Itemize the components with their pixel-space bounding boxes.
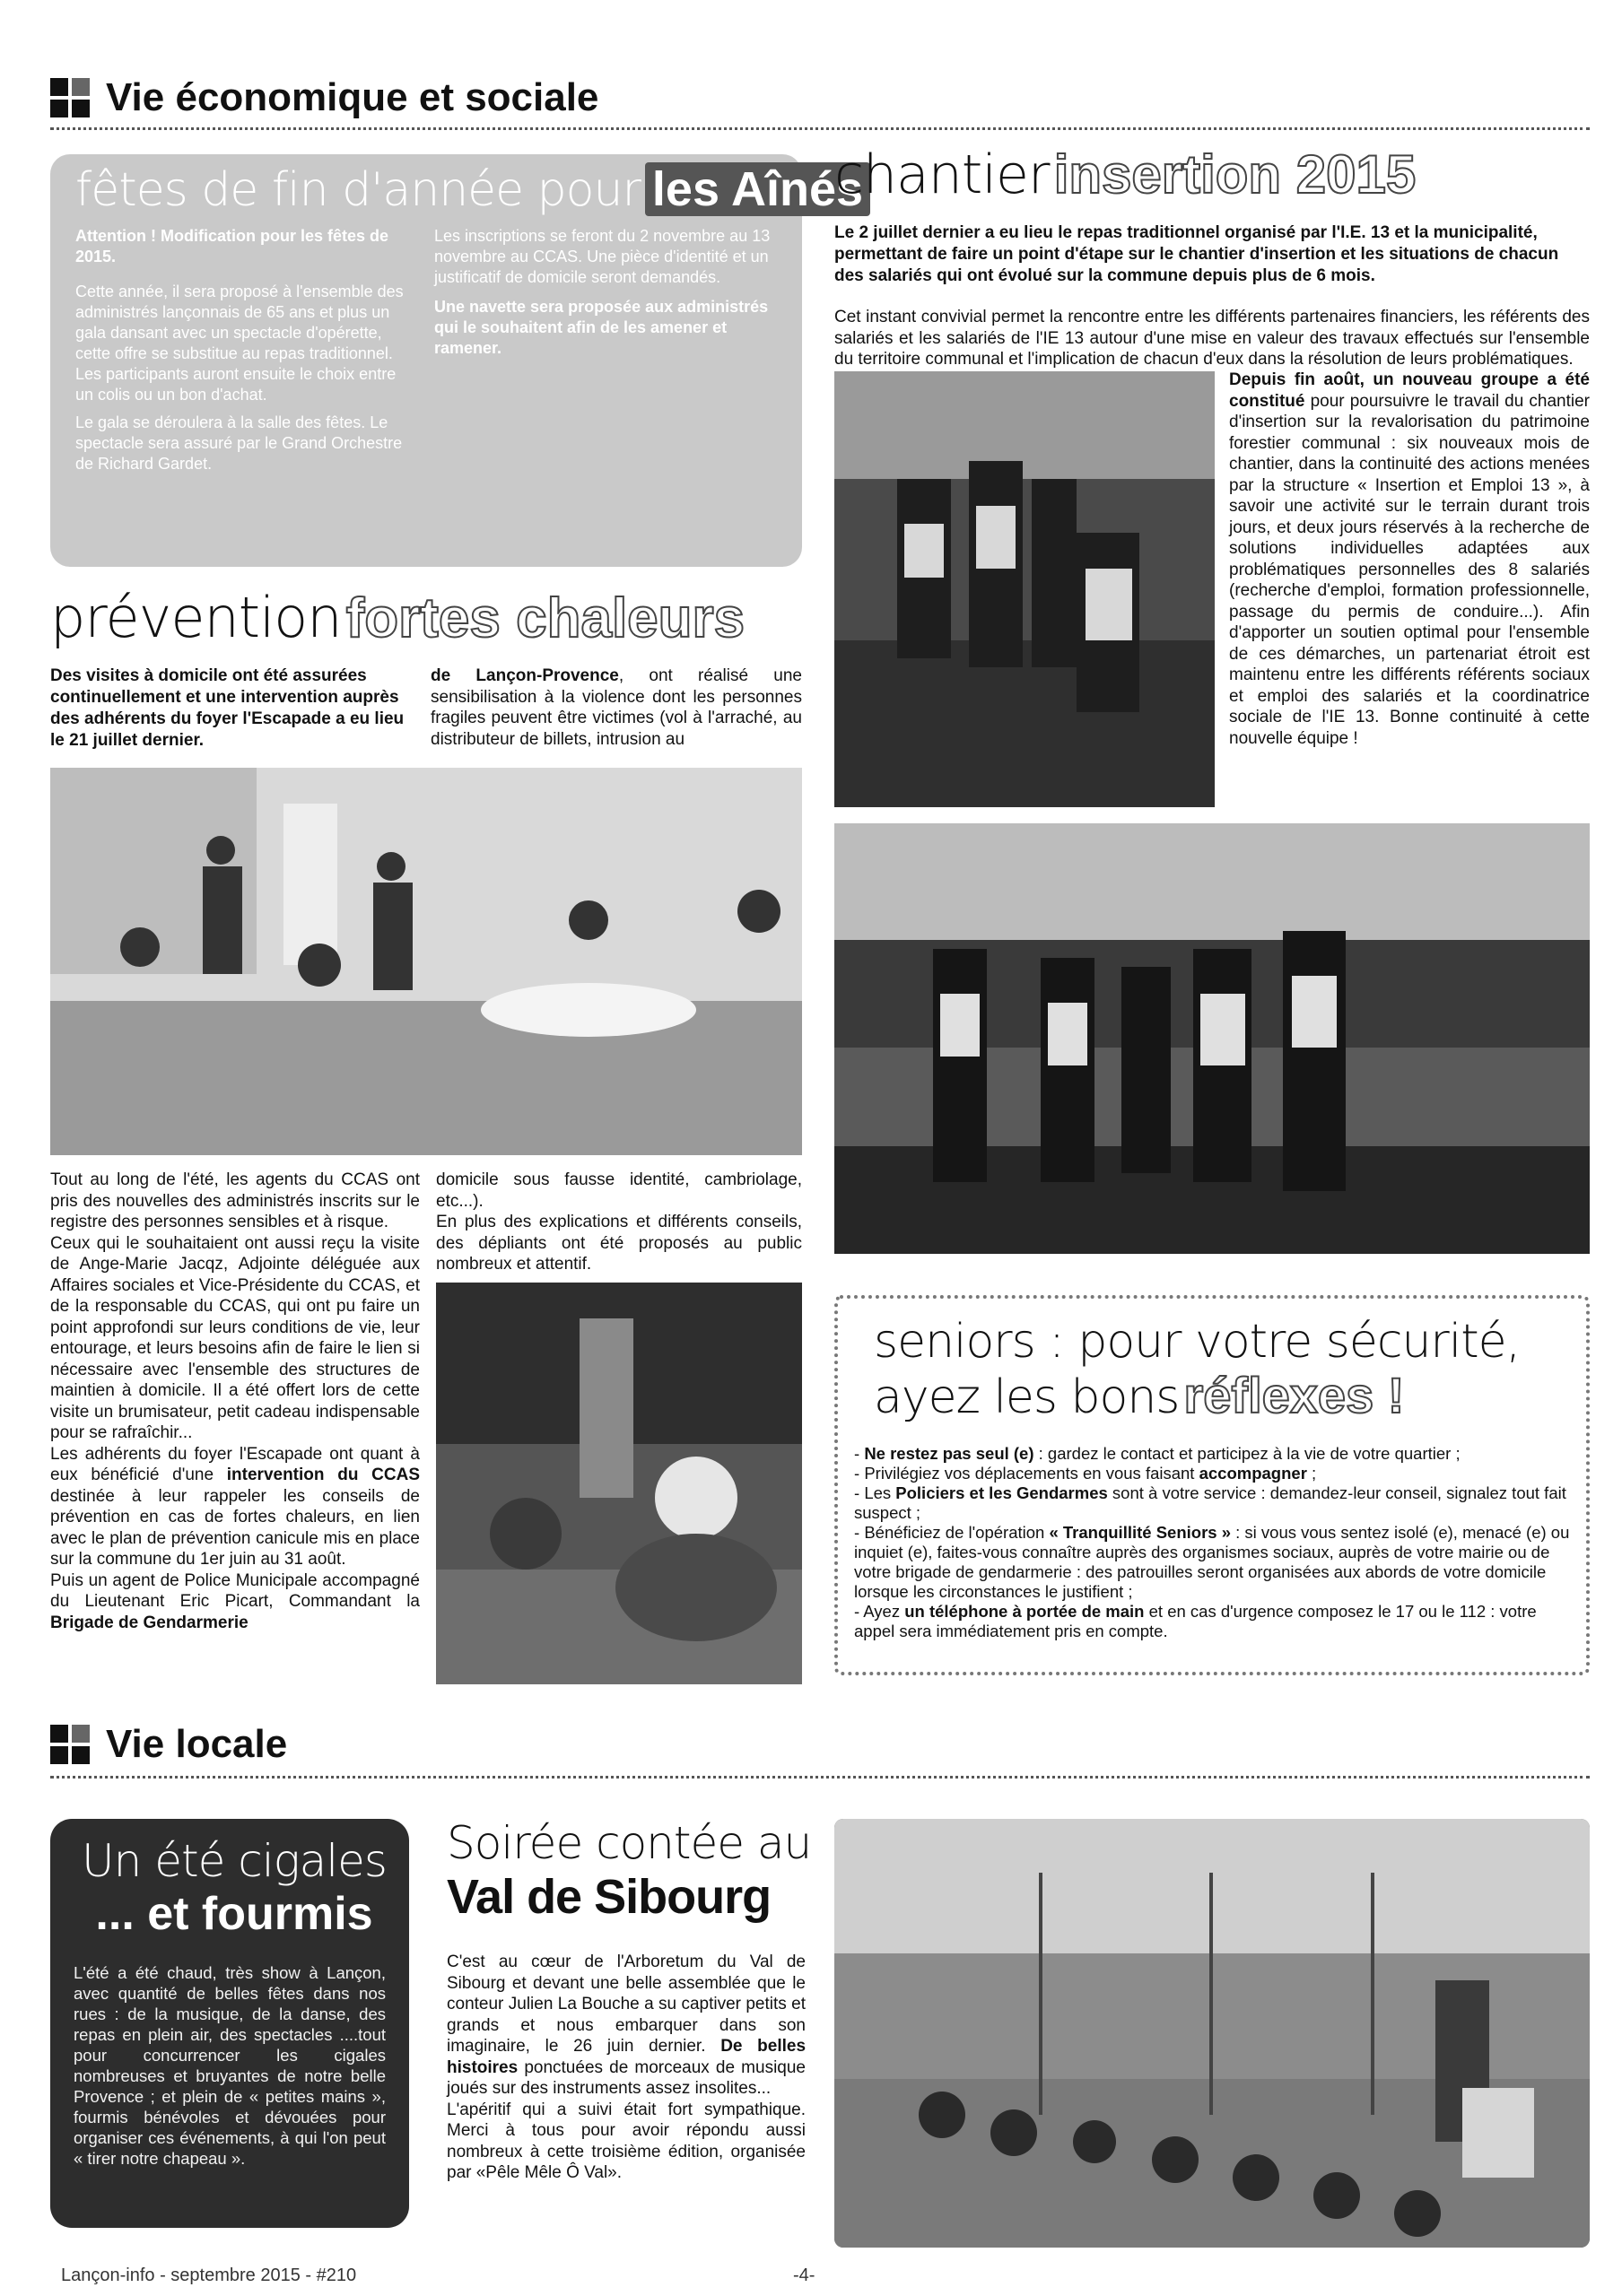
section-divider [50,127,1590,130]
seniors-item-text: sont à votre service : demandez-leur conseil, signalez tout fait suspect ; [854,1483,1566,1522]
seniors-item-text: : si vous vous sentez isolé (e), menacé (e) ou inquiet (e), faites-vous connaître auprès des organismes sociaux, auprès de votre mairie ou de votre brigade de gendarmerie : des patrouilles seront organisées aux abords de votre domicile lorsque les circonstances le justifient ; [854,1523,1570,1601]
seniors-item-text: Ayez [863,1602,905,1621]
prevention-lead-right [431,665,802,750]
seniors-title-line2: ayez les bons [874,1370,1180,1424]
prevention-title-bold: fortes chaleurs [345,587,746,649]
prevention-lead: Des visites à domicile ont été assurées continuellement et une intervention auprès des adhérents du foyer l'Escapade a eu lieu le 21 juillet dernier. [50,666,405,750]
soiree-paragraph: ponctuées de morceaux de musique joués sur des instruments assez insolites... [447,2057,806,2098]
prevention-paragraph: domicile sous fausse identité, cambriolage, etc...). [436,1170,802,1211]
prevention-paragraph: Tout au long de l'été, les agents du CCAS ont pris des nouvelles des administrés inscrits sur le registre des personnes sensibles et à risque. [50,1170,420,1231]
soiree-body [447,1952,806,2184]
prevention-paragraph: Ceux qui le souhaitaient ont aussi reçu la visite de Ange-Marie Jacqz, Adjointe déléguée aux Affaires sociales et Vice-Présidente du CCAS, et de la responsable du CCAS, qui ont pu faire un point approfondi sur leurs conditions de vie, leur entourage, et leurs besoins afin de faire le lien si nécessaire avec l'ensemble des structures de maintien à domicile. Il a été offert lors de cette visite un brumisateur, petit cadeau indispensable pour se rafraîchir... [50,1233,420,1442]
cigales-title-light: Un été cigales [82,1835,387,1887]
prevention-title [50,585,745,650]
section-divider [50,1776,1590,1779]
section-header-locale [50,1722,287,1767]
aines-notice: Attention ! Modification pour les fêtes de 2015. [75,227,389,265]
section-title: Vie locale [106,1722,288,1766]
aines-panel [50,154,864,567]
prevention-paragraph: En plus des explications et différents conseils, des dépliants ont été proposés au public nombreux et attentif. [436,1213,802,1274]
chantier-title [834,144,1416,206]
seniors-item: - Les Policiers et les Gendarmes sont à votre service : demandez-leur conseil, signalez tout fait suspect ; [854,1483,1566,1522]
soiree-strong: De belles histoires [447,2037,807,2077]
prevention-paragraph: Les adhérents du foyer l'Escapade ont quant à eux bénéficié d'une [50,1444,420,1484]
prevention-lead-text: , ont réalisé une sensibilisation à la violence dont les personnes fragiles peuvent être victimes (vol à l'arraché, au distributeur de billets, intrusion au [431,666,802,749]
chantier-intro: Cet instant convivial permet la rencontre entre les différents partenaires financiers, les référents des salariés et les salariés de l'IE 13 autour d'une mise en valeur des travaux effectués sur l'ensemble du territoire communal et l'implication de chacun d'eux dans la résolution de leurs problématiques. [834,308,1590,369]
prevention-photo-1 [50,768,802,1155]
cigales-title-bold: ... et fourmis [95,1888,373,1940]
soiree-title [447,1817,824,1925]
soiree-paragraph: C'est au cœur de l'Arboretum du Val de Sibourg et devant une belle assemblée que le conteur Julien La Bouche a su captiver petits et grands et nous embarquer dans son imaginaire, le 26 juin dernier. [447,1952,806,2056]
soiree-photo [834,1819,1590,2248]
seniors-item: - Ne restez pas seul (e) : gardez le contact et participez à la vie de votre quartier ; [854,1444,1461,1463]
aines-title [75,161,870,217]
cigales-body: L'été a été chaud, très show à Lançon, avec quantité de belles fêtes dans nos rues : de la musique, de la danse, des repas en plein air, des spectacles ....tout pour concurrencer les cigales nombreuses et bruyantes de notre belle Provence ; et plein de « petites mains », fourmis bénévoles et dévouées pour organiser ces événements, à qui l'on peut « tirer notre chapeau ». [74,1963,386,2168]
chantier-body [1229,370,1590,749]
aines-col1 [75,226,416,474]
aines-paragraph: Cette année, il sera proposé à l'ensemble des administrés lançonnais de 65 ans et plus un gala dansant avec un spectacle d'opérette, cette offre se substitue au repas traditionnel. Les participants auront ensuite le choix entre un colis ou un bon d'achat. [75,283,404,404]
section-header-eco [50,75,598,120]
section-title: Vie économique et sociale [106,75,599,119]
chantier-lead: Le 2 juillet dernier a eu lieu le repas traditionnel organisé par l'I.E. 13 et la municipalité, permettant de faire un point d'étape sur le chantier d'insertion et les situations de chacun des salariés qui ont évolué sur la commune depuis plus de 6 mois. [834,223,1559,285]
seniors-item-strong: un téléphone à portée de main [904,1602,1145,1621]
prevention-paragraph: Puis un agent de Police Municipale accompagné du Lieutenant Eric Picart, Commandant la [50,1570,420,1611]
cigales-panel [50,1819,409,2228]
seniors-item-strong: Ne restez pas seul (e) [864,1444,1034,1463]
seniors-title-bold: réflexes ! [1183,1367,1405,1423]
section-logo-icon [50,1725,90,1764]
section-logo-icon [50,78,90,117]
chantier-intro-top [834,307,1590,370]
seniors-title [874,1315,1520,1435]
seniors-item: - Privilégiez vos déplacements en vous faisant accompagner ; [854,1464,1317,1483]
seniors-item-strong: accompagner [1199,1464,1307,1483]
aines-paragraph: Une navette sera proposée aux administrés qui le souhaitent afin de les amener et ramener. [434,298,769,357]
soiree-paragraph: L'apéritif qui a suivi était fort sympathique. Merci à tous pour avoir répondu aussi nombreux à cette troisième édition, organisée par «Pêle Mêle Ô Val». [447,2100,806,2182]
seniors-item: - Ayez un téléphone à portée de main et en cas d'urgence composez le 17 ou le 112 : votre appel sera immédiatement pris en compte. [854,1602,1537,1640]
chantier-body-text: pour poursuivre le travail du chantier d'insertion sur la revalorisation du patrimoine forestier communal : six nouveaux mois de chantier, dans la continuité des actions menées par la structure « Insertion et Emploi 13 », à savoir une activité sur le terrain durant trois jours, et deux jours réservés à la recherche de solutions individuelles adaptées aux problématiques personnelles des 8 salariés (recherche d'emploi, formation professionnelle, passage du permis de conduire...). Afin d'apporter un soutien optimal pour l'ensemble de ces démarches, un partenariat étroit est maintenu entre les différents référents sociaux et emploi des salariés et la coordinatrice sociale de l'IE 13. [1229,391,1590,726]
seniors-item-strong: Policiers et les Gendarmes [895,1483,1108,1502]
aines-col2 [434,226,775,359]
soiree-title-light: Soirée contée au [447,1817,812,1869]
seniors-item-strong: « Tranquillité Seniors » [1049,1523,1231,1542]
soiree-title-bold: Val de Sibourg [447,1870,772,1924]
prevention-photo-2 [436,1283,802,1684]
prevention-title-light: prévention [50,585,342,650]
footer-page-number: -4- [793,2266,815,2285]
prevention-strong: intervention du CCAS [226,1465,420,1484]
prevention-col2 [436,1170,802,1275]
aines-paragraph: Le gala se déroulera à la salle des fêtes. Le spectacle sera assuré par le Grand Orchestre de Richard Gardet. [75,413,403,473]
seniors-item: - Bénéficiez de l'opération « Tranquillité Seniors » : si vous vous sentez isolé (e), menacé (e) ou inquiet (e), faites-vous connaître auprès des organismes sociaux, auprès de votre mairie ou de votre brigade de gendarmerie : des patrouilles seront organisées aux abords de votre domicile lorsque les circonstances le justifient ; [854,1523,1570,1601]
seniors-item-text: : gardez le contact et participez à la vie de votre quartier ; [1033,1444,1461,1463]
aines-title-bold: les Aînés [645,162,870,216]
seniors-list [854,1444,1570,1641]
chantier-title-light: chantier [834,144,1050,206]
seniors-item-text: Privilégiez vos déplacements en vous faisant [864,1464,1199,1483]
prevention-paragraph: destinée à leur rappeler les conseils de prévention en cas de fortes chaleurs, en lien avec le plan de prévention canicule mis en place sur la commune du 1er juin au 31 août. [50,1486,420,1569]
chantier-body-end: Bonne continuité à cette nouvelle équipe ! [1229,708,1590,748]
cigales-title [77,1835,391,1941]
seniors-item-text: ; [1306,1464,1317,1483]
seniors-title-line1: seniors : pour votre sécurité, [874,1315,1521,1369]
chantier-title-bold: insertion 2015 [1053,144,1417,204]
seniors-item-text: Les [864,1483,896,1502]
aines-title-light: fêtes de fin d'année pour [75,163,641,217]
seniors-box [834,1295,1590,1675]
seniors-item-text: Bénéficiez de l'opération [864,1523,1050,1542]
chantier-photo-2 [834,823,1590,1254]
footer-issue: Lançon-info - septembre 2015 - #210 [61,2266,357,2285]
prevention-col1 [50,1170,420,1633]
aines-paragraph: Les inscriptions se feront du 2 novembre au 13 novembre au CCAS. Une pièce d'identité et un justificatif de domicile seront demandés. [434,227,771,286]
prevention-strong: Brigade de Gendarmerie [50,1613,249,1632]
chantier-body-strong: Depuis fin août, un nouveau groupe a été constitué [1229,370,1590,411]
prevention-lead-strong: de Lançon-Provence [431,666,619,685]
chantier-photo-1 [834,371,1215,807]
seniors-item-text: et en cas d'urgence composez le 17 ou le 112 : votre appel sera immédiatement pris en compte. [854,1602,1537,1640]
